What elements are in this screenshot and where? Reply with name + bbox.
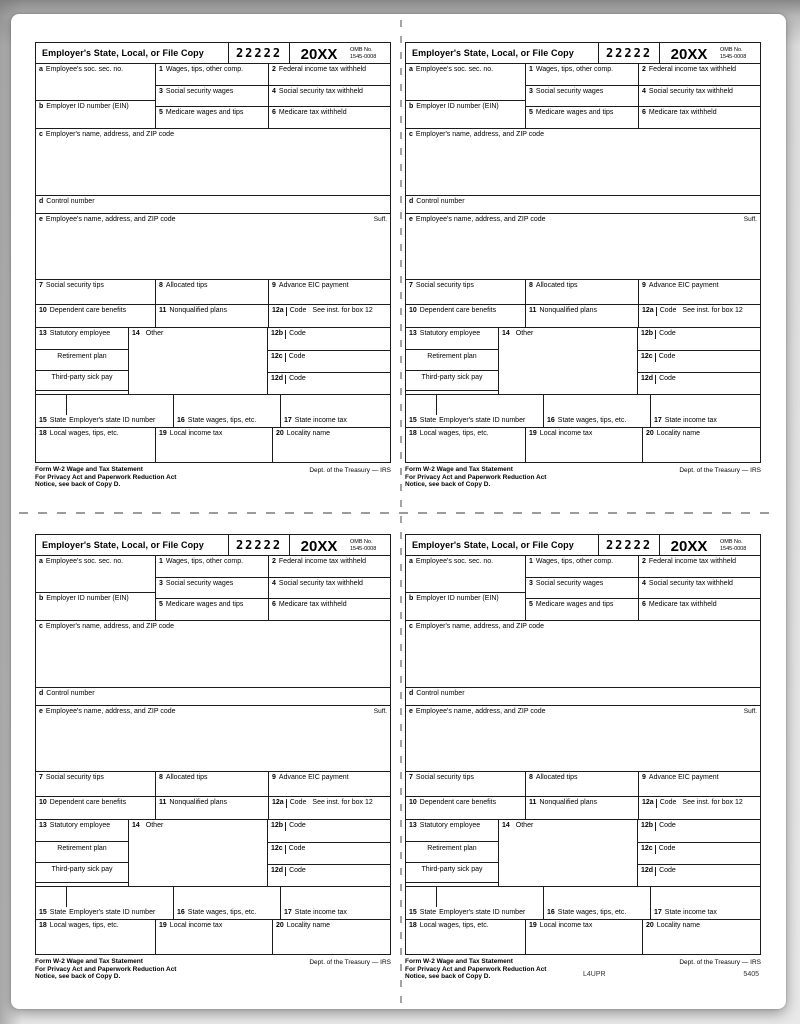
box-1-wages: 1 Wages, tips, other comp. (526, 556, 639, 577)
box-2-federal-income-tax: 2 Federal income tax withheld (642, 66, 737, 73)
code-divider (285, 867, 286, 876)
box-18-local-wages: 18 Local wages, tips, etc. (406, 428, 526, 462)
suffix-label: Suff. (743, 708, 757, 715)
row-10-11-12a (405, 304, 761, 328)
box-20-locality-name: 20 Locality name (646, 430, 700, 437)
w2-copy-bottom-right (405, 534, 761, 996)
form-title: Employer's State, Local, or File Copy (412, 48, 574, 58)
box-c-employer-name-address: c Employer's name, address, and ZIP code (35, 128, 391, 196)
form-footer (405, 958, 761, 981)
box-3-social-security-wages: 3 Social security wages (526, 86, 639, 107)
footer-form-name: Form W-2 Wage and Tax Statement (405, 466, 513, 473)
box-13-third-party-sick-pay: Third-party sick pay (36, 862, 128, 883)
box-a-employee-ssn: a Employee's soc. sec. no. (39, 66, 124, 73)
code-divider (285, 822, 286, 831)
row-7-8-9 (35, 771, 391, 797)
footer-privacy-line1: For Privacy Act and Paperwork Reduction Act (35, 473, 177, 481)
block-a-b-1-6 (35, 555, 391, 621)
w2-form (405, 42, 761, 489)
suffix-label: Suff. (373, 708, 387, 715)
column-a-b (406, 64, 526, 128)
box-7-social-security-tips: 7 Social security tips (36, 772, 156, 796)
box-14-other: 14 Other (129, 328, 268, 394)
footer-treasury: Dept. of the Treasury — IRS (309, 959, 391, 966)
box-11-nonqualified-plans: 11 Nonqualified plans (526, 305, 639, 327)
box-14-other: 14 Other (129, 820, 268, 886)
box-6-medicare-tax: 6 Medicare tax withheld (642, 601, 717, 609)
box-16-state-wages: 16 State wages, tips, etc. (174, 395, 281, 427)
column-a-b (406, 556, 526, 620)
footer-privacy-line1: For Privacy Act and Paperwork Reduction Act (35, 965, 177, 973)
column-a-b (36, 556, 156, 620)
box-4-social-security-tax: 4 Social security tax withheld (272, 579, 363, 587)
box-c-employer-name-address: c Employer's name, address, and ZIP code (405, 620, 761, 688)
box-c-employer-name-address: c Employer's name, address, and ZIP code (405, 128, 761, 196)
suffix-label: Suff. (743, 216, 757, 223)
w2-form (405, 534, 761, 981)
column-a-b (36, 64, 156, 128)
omb-number (348, 535, 390, 555)
column-1-6 (156, 556, 390, 620)
box-18-local-wages: 18 Local wages, tips, etc. (36, 428, 156, 462)
form-footer (35, 958, 391, 981)
box-20-locality-name: 20 Locality name (646, 922, 700, 929)
box-17-state-income-tax: 17 State income tax (654, 909, 717, 916)
box-13-statutory-employee: 13 Statutory employee (409, 822, 481, 829)
box-20-locality-name: 20 Locality name (276, 430, 330, 437)
form-footer (405, 466, 761, 489)
block-a-b-1-6 (405, 63, 761, 129)
control-code: 22222 (605, 46, 653, 60)
box-16-state-wages: 16 State wages, tips, etc. (544, 395, 651, 427)
block-13-14-12bcd (405, 819, 761, 887)
box-13-checkboxes (36, 328, 129, 394)
box-d-control-number: d Control number (405, 195, 761, 214)
suffix-label: Suff. (373, 216, 387, 223)
omb-line2: 1545-0008 (350, 53, 377, 60)
box-19-local-income-tax: 19 Local income tax (526, 920, 643, 954)
box-12d-code: 12d Code (268, 864, 390, 886)
row-15-16-17 (405, 394, 761, 428)
box-b-employer-ein: b Employer ID number (EIN) (36, 592, 155, 620)
box-12c-code: 12c Code (638, 350, 760, 372)
box-13-retirement-plan: Retirement plan (406, 841, 498, 862)
box-20-locality-name: 20 Locality name (276, 922, 330, 929)
form-title: Employer's State, Local, or File Copy (412, 540, 574, 550)
box-13-checkboxes (406, 328, 499, 394)
footer-privacy-line2: Notice, see back of Copy D. (405, 481, 491, 488)
footer-statement (35, 466, 176, 489)
box-13-retirement-plan: Retirement plan (36, 349, 128, 370)
footer-form-name: Form W-2 Wage and Tax Statement (35, 466, 143, 473)
box-11-nonqualified-plans: 11 Nonqualified plans (526, 797, 639, 819)
box-a-employee-ssn: a Employee's soc. sec. no. (409, 66, 494, 73)
box-16-state-wages: 16 State wages, tips, etc. (174, 887, 281, 919)
box-5-medicare-wages: 5 Medicare wages and tips (156, 107, 269, 128)
w2-form (35, 42, 391, 489)
w2-copy-top-left (35, 42, 391, 504)
omb-line1: OMB No. (350, 539, 373, 545)
block-13-14-12bcd (35, 327, 391, 395)
control-code-box (228, 535, 290, 555)
code-divider (286, 307, 287, 316)
box-3-social-security-wages: 3 Social security wages (156, 86, 269, 107)
code-divider (285, 353, 286, 362)
control-code: 22222 (235, 46, 283, 60)
box-12a-code: 12a Code See inst. for box 12 (272, 799, 373, 806)
box-11-nonqualified-plans: 11 Nonqualified plans (156, 797, 269, 819)
row-7-8-9 (35, 279, 391, 305)
box-15-state-id: 15 State Employer's state ID number (406, 887, 544, 919)
box-12a-code: 12a Code See inst. for box 12 (642, 799, 743, 806)
code-divider (285, 845, 286, 854)
box-d-control-number: d Control number (35, 195, 391, 214)
box-7-social-security-tips: 7 Social security tips (406, 280, 526, 304)
box-6-medicare-tax: 6 Medicare tax withheld (272, 109, 347, 117)
box-1-wages: 1 Wages, tips, other comp. (156, 64, 269, 85)
box-7-social-security-tips: 7 Social security tips (36, 280, 156, 304)
footer-statement (405, 958, 546, 981)
form-header (35, 42, 391, 64)
code-divider (655, 330, 656, 339)
w2-copy-top-right (405, 42, 761, 504)
control-code: 22222 (605, 538, 653, 552)
box-14-other: 14 Other (499, 328, 638, 394)
box-8-allocated-tips: 8 Allocated tips (156, 280, 269, 304)
row-7-8-9 (405, 279, 761, 305)
footer-privacy-line1: For Privacy Act and Paperwork Reduction Act (405, 473, 547, 481)
code-divider (286, 799, 287, 808)
state-column-divider (66, 395, 67, 415)
box-b-employer-ein: b Employer ID number (EIN) (406, 100, 525, 128)
box-13-third-party-sick-pay: Third-party sick pay (406, 862, 498, 883)
box-10-dependent-care: 10 Dependent care benefits (36, 797, 156, 819)
state-column-divider (436, 395, 437, 415)
box-2-federal-income-tax: 2 Federal income tax withheld (272, 66, 367, 73)
box-19-local-income-tax: 19 Local income tax (526, 428, 643, 462)
block-a-b-1-6 (35, 63, 391, 129)
box-12c-code: 12c Code (268, 842, 390, 864)
code-divider (655, 867, 656, 876)
form-year: 20XX (670, 46, 708, 63)
column-1-6 (526, 64, 760, 128)
omb-line2: 1545-0008 (350, 545, 377, 552)
form-header (35, 534, 391, 556)
footer-treasury: Dept. of the Treasury — IRS (679, 467, 761, 474)
row-15-16-17 (35, 886, 391, 920)
box-16-state-wages: 16 State wages, tips, etc. (544, 887, 651, 919)
box-6-medicare-tax: 6 Medicare tax withheld (642, 109, 717, 117)
row-18-19-20 (405, 919, 761, 955)
box-13-third-party-sick-pay: Third-party sick pay (36, 370, 128, 391)
box-18-local-wages: 18 Local wages, tips, etc. (406, 920, 526, 954)
footer-treasury: Dept. of the Treasury — IRS (679, 959, 761, 966)
column-1-6 (526, 556, 760, 620)
box-13-checkboxes (406, 820, 499, 886)
footer-privacy-line2: Notice, see back of Copy D. (405, 973, 491, 980)
column-12b-12d (638, 328, 760, 394)
box-12b-code: 12b Code (641, 330, 676, 337)
form-title: Employer's State, Local, or File Copy (42, 540, 204, 550)
box-4-social-security-tax: 4 Social security tax withheld (642, 579, 733, 587)
box-12a-code: 12a Code See inst. for box 12 (642, 307, 743, 314)
code-divider (656, 307, 657, 316)
box-1-wages: 1 Wages, tips, other comp. (156, 556, 269, 577)
footer-privacy-line2: Notice, see back of Copy D. (35, 973, 121, 980)
footer-form-name: Form W-2 Wage and Tax Statement (405, 958, 513, 965)
box-b-employer-ein: b Employer ID number (EIN) (406, 592, 525, 620)
form-year: 20XX (670, 538, 708, 555)
form-header (405, 534, 761, 556)
box-13-retirement-plan: Retirement plan (36, 841, 128, 862)
omb-line2: 1545-0008 (720, 53, 747, 60)
box-12a-code: 12a Code See inst. for box 12 (272, 307, 373, 314)
form-year: 20XX (300, 46, 338, 63)
box-12c-code: 12c Code (638, 842, 760, 864)
box-e-employee-name-address: e Employee's name, address, and ZIP code Suff. (35, 705, 391, 772)
box-8-allocated-tips: 8 Allocated tips (526, 772, 639, 796)
box-12d-code: 12d Code (638, 864, 760, 886)
form-sheet (11, 14, 786, 1009)
form-number: 5405 (743, 971, 759, 978)
box-10-dependent-care: 10 Dependent care benefits (36, 305, 156, 327)
box-2-federal-income-tax: 2 Federal income tax withheld (642, 558, 737, 565)
code-divider (655, 845, 656, 854)
box-17-state-income-tax: 17 State income tax (284, 909, 347, 916)
box-12b-code: 12b Code (271, 330, 306, 337)
box-19-local-income-tax: 19 Local income tax (156, 428, 273, 462)
footer-privacy-line1: For Privacy Act and Paperwork Reduction Act (405, 965, 547, 973)
row-18-19-20 (35, 919, 391, 955)
box-10-dependent-care: 10 Dependent care benefits (406, 305, 526, 327)
column-12b-12d (268, 820, 390, 886)
row-15-16-17 (405, 886, 761, 920)
box-e-employee-name-address: e Employee's name, address, and ZIP code Suff. (405, 705, 761, 772)
box-15-state-id: 15 State Employer's state ID number (36, 887, 174, 919)
box-3-social-security-wages: 3 Social security wages (156, 578, 269, 599)
box-4-social-security-tax: 4 Social security tax withheld (642, 87, 733, 95)
box-6-medicare-tax: 6 Medicare tax withheld (272, 601, 347, 609)
print-code: L4UPR (583, 971, 606, 978)
box-7-social-security-tips: 7 Social security tips (406, 772, 526, 796)
control-code: 22222 (235, 538, 283, 552)
code-divider (656, 799, 657, 808)
box-8-allocated-tips: 8 Allocated tips (156, 772, 269, 796)
box-12c-code: 12c Code (268, 350, 390, 372)
box-8-allocated-tips: 8 Allocated tips (526, 280, 639, 304)
box-2-federal-income-tax: 2 Federal income tax withheld (272, 558, 367, 565)
row-10-11-12a (405, 796, 761, 820)
box-18-local-wages: 18 Local wages, tips, etc. (36, 920, 156, 954)
box-19-local-income-tax: 19 Local income tax (156, 920, 273, 954)
box-15-state-id: 15 State Employer's state ID number (36, 395, 174, 427)
box-9-advance-eic: 9 Advance EIC payment (642, 774, 719, 781)
box-12d-code: 12d Code (638, 372, 760, 394)
box-12d-code: 12d Code (268, 372, 390, 394)
box-13-statutory-employee: 13 Statutory employee (39, 330, 111, 337)
row-10-11-12a (35, 304, 391, 328)
column-12b-12d (268, 328, 390, 394)
column-1-6 (156, 64, 390, 128)
box-a-employee-ssn: a Employee's soc. sec. no. (409, 558, 494, 565)
box-5-medicare-wages: 5 Medicare wages and tips (526, 107, 639, 128)
w2-form (35, 534, 391, 981)
control-code-box (228, 43, 290, 63)
box-13-statutory-employee: 13 Statutory employee (409, 330, 481, 337)
box-d-control-number: d Control number (405, 687, 761, 706)
block-13-14-12bcd (35, 819, 391, 887)
w2-copy-bottom-left (35, 534, 391, 996)
omb-line2: 1545-0008 (720, 545, 747, 552)
box-b-employer-ein: b Employer ID number (EIN) (36, 100, 155, 128)
footer-statement (405, 466, 546, 489)
code-divider (655, 822, 656, 831)
omb-line1: OMB No. (720, 539, 743, 545)
form-footer (35, 466, 391, 489)
control-code-box (598, 43, 660, 63)
row-10-11-12a (35, 796, 391, 820)
horizontal-perforation (19, 512, 778, 514)
form-header (405, 42, 761, 64)
control-code-box (598, 535, 660, 555)
footer-treasury: Dept. of the Treasury — IRS (309, 467, 391, 474)
code-divider (285, 330, 286, 339)
omb-line1: OMB No. (350, 47, 373, 53)
box-c-employer-name-address: c Employer's name, address, and ZIP code (35, 620, 391, 688)
code-divider (655, 353, 656, 362)
footer-privacy-line2: Notice, see back of Copy D. (35, 481, 121, 488)
box-13-checkboxes (36, 820, 129, 886)
box-13-retirement-plan: Retirement plan (406, 349, 498, 370)
block-a-b-1-6 (405, 555, 761, 621)
box-17-state-income-tax: 17 State income tax (284, 417, 347, 424)
box-12b-code: 12b Code (641, 822, 676, 829)
state-column-divider (66, 887, 67, 907)
footer-statement (35, 958, 176, 981)
box-9-advance-eic: 9 Advance EIC payment (272, 282, 349, 289)
row-18-19-20 (35, 427, 391, 463)
box-4-social-security-tax: 4 Social security tax withheld (272, 87, 363, 95)
box-5-medicare-wages: 5 Medicare wages and tips (156, 599, 269, 620)
row-15-16-17 (35, 394, 391, 428)
form-title: Employer's State, Local, or File Copy (42, 48, 204, 58)
box-15-state-id: 15 State Employer's state ID number (406, 395, 544, 427)
block-13-14-12bcd (405, 327, 761, 395)
box-1-wages: 1 Wages, tips, other comp. (526, 64, 639, 85)
omb-number (718, 535, 760, 555)
box-12b-code: 12b Code (271, 822, 306, 829)
box-17-state-income-tax: 17 State income tax (654, 417, 717, 424)
box-13-statutory-employee: 13 Statutory employee (39, 822, 111, 829)
box-e-employee-name-address: e Employee's name, address, and ZIP code Suff. (35, 213, 391, 280)
state-column-divider (436, 887, 437, 907)
row-18-19-20 (405, 427, 761, 463)
box-13-third-party-sick-pay: Third-party sick pay (406, 370, 498, 391)
box-d-control-number: d Control number (35, 687, 391, 706)
code-divider (655, 375, 656, 384)
box-14-other: 14 Other (499, 820, 638, 886)
footer-form-name: Form W-2 Wage and Tax Statement (35, 958, 143, 965)
row-7-8-9 (405, 771, 761, 797)
box-e-employee-name-address: e Employee's name, address, and ZIP code Suff. (405, 213, 761, 280)
form-year: 20XX (300, 538, 338, 555)
omb-number (718, 43, 760, 63)
column-12b-12d (638, 820, 760, 886)
omb-line1: OMB No. (720, 47, 743, 53)
code-divider (285, 375, 286, 384)
box-3-social-security-wages: 3 Social security wages (526, 578, 639, 599)
box-9-advance-eic: 9 Advance EIC payment (642, 282, 719, 289)
box-11-nonqualified-plans: 11 Nonqualified plans (156, 305, 269, 327)
box-9-advance-eic: 9 Advance EIC payment (272, 774, 349, 781)
box-10-dependent-care: 10 Dependent care benefits (406, 797, 526, 819)
box-a-employee-ssn: a Employee's soc. sec. no. (39, 558, 124, 565)
box-5-medicare-wages: 5 Medicare wages and tips (526, 599, 639, 620)
omb-number (348, 43, 390, 63)
